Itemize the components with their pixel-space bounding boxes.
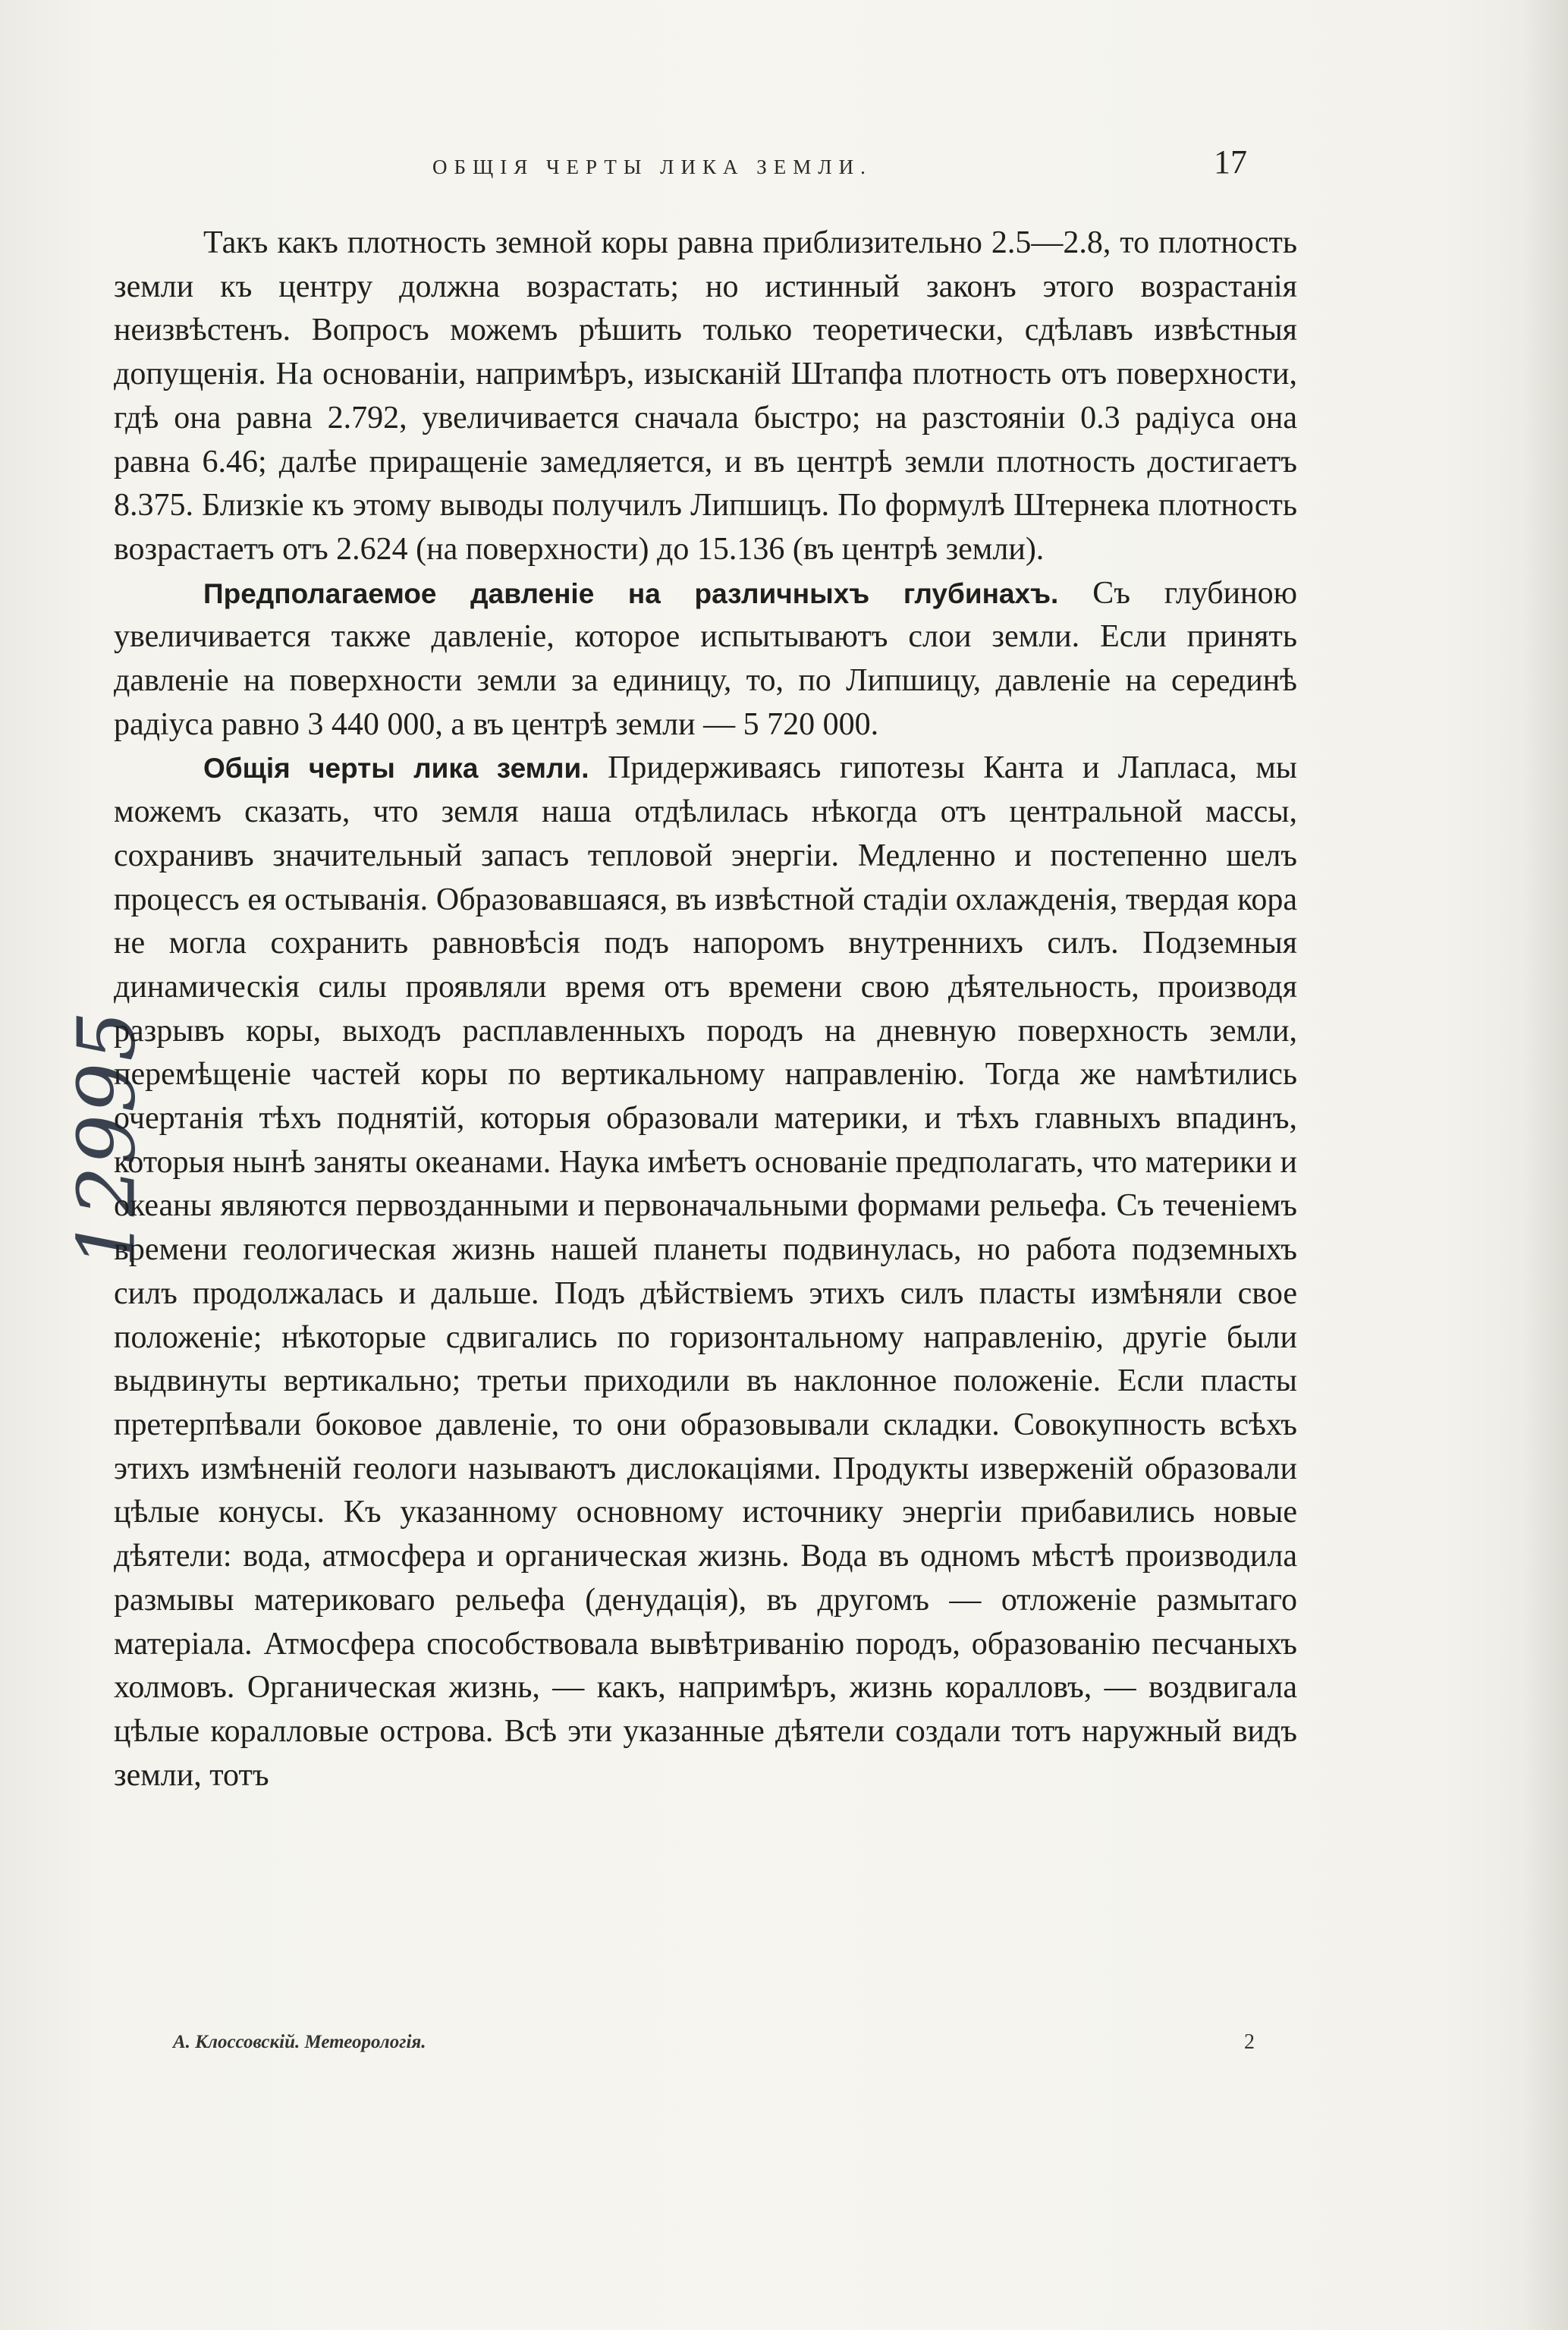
running-title: ОБЩІЯ ЧЕРТЫ ЛИКА ЗЕМЛИ.	[432, 156, 872, 178]
paragraph-heading: Общія черты лика земли.	[203, 753, 589, 785]
signature-mark: 2	[1244, 2030, 1255, 2054]
paragraph-density	[114, 222, 1297, 572]
footer-author-title: А. Клоссовскій. Метеорологія.	[173, 2032, 426, 2052]
paragraph-earth-features	[114, 747, 1297, 1797]
paragraph-pressure	[114, 572, 1297, 747]
handwritten-inventory-number: 12995	[60, 1009, 153, 1269]
page-number: 17	[1214, 143, 1247, 181]
paragraph-text: Такъ какъ плотность земной коры равна приблизительно 2.5—2.8, то плотность земли къ центру должна возрастать; но истинный законъ этого возрастанія неизвѣстенъ. Вопросъ можемъ рѣшить только теоретически, сдѣлавъ извѣстныя допущенія. На основаніи, напримѣръ, изысканій Штапфа плотность отъ поверхности, гдѣ она равна 2.792, увеличивается сначала быстро; на разстояніи 0.3 радіуса она равна 6.46; далѣе приращеніе замедляется, и въ центрѣ земли плотность достигаетъ 8.375. Близкіе къ этому выводы получилъ Липшицъ. По формулѣ Штернека плотность возрастаетъ отъ 2.624 (на поверхности) до 15.136 (въ центрѣ земли).	[114, 225, 1297, 567]
paragraph-text: Придерживаясь гипотезы Канта и Лапласа, мы можемъ сказать, что земля наша отдѣлилась нѣкогда отъ центральной массы, сохранивъ значительный запасъ тепловой энергіи. Медленно и постепенно шелъ процессъ ея остыванія. Образовавшаяся, въ извѣстной стадіи охлажденія, твердая кора не могла сохранить равновѣсія подъ напоромъ внутреннихъ силъ. Подземныя динамическія силы проявляли время отъ времени свою дѣятельность, производя разрывъ коры, выходъ расплавленныхъ породъ на дневную поверхность земли, перемѣщеніе частей коры по вертикальному направленію. Тогда же намѣтились очертанія тѣхъ поднятій, которыя образовали материки, и тѣхъ главныхъ впадинъ, которыя нынѣ заняты океанами. Наука имѣетъ основаніе предполагать, что материки и океаны являются первозданными и первоначальными формами рельефа. Съ теченіемъ времени геологическая жизнь нашей планеты подвинулась, но работа подземныхъ силъ продолжалась и дальше. Подъ дѣйствіемъ этихъ силъ пласты измѣняли свое положеніе; нѣкоторые сдвигались по горизонтальному направленію, другіе были выдвинуты вертикально; третьи приходили въ наклонное положеніе. Если пласты претерпѣвали боковое давленіе, то они образовывали складки. Совокупность всѣхъ этихъ измѣненій геологи называютъ дислокаціями. Продукты изверженій образовали цѣлые конусы. Къ указанному основному источнику энергіи прибавились новые дѣятели: вода, атмосфера и органическая жизнь. Вода въ одномъ мѣстѣ производила размывы материковаго рельефа (денудація), въ другомъ — отложеніе размытаго матеріала. Атмосфера способствовала вывѣтриванію породъ, образованію песчаныхъ холмовъ. Органическая жизнь, — какъ, напримѣръ, жизнь коралловъ, — воздвигала цѣлые коралловые острова. Всѣ эти указанные дѣятели создали тотъ наружный видъ земли, тотъ	[114, 750, 1297, 1793]
body-text	[114, 222, 1297, 1797]
paragraph-heading: Предполагаемое давленіе на различныхъ глубинахъ.	[203, 577, 1059, 609]
page-edge-shadow	[1522, 0, 1568, 2330]
paragraph-text: Съ глубиною увеличивается также давленіе, которое испытываютъ слои земли. Если принять давленіе на поверхности земли за единицу, то, по Липшицу, давленіе на серединѣ радіуса равно 3 440 000, а въ центрѣ земли — 5 720 000.	[114, 575, 1297, 742]
